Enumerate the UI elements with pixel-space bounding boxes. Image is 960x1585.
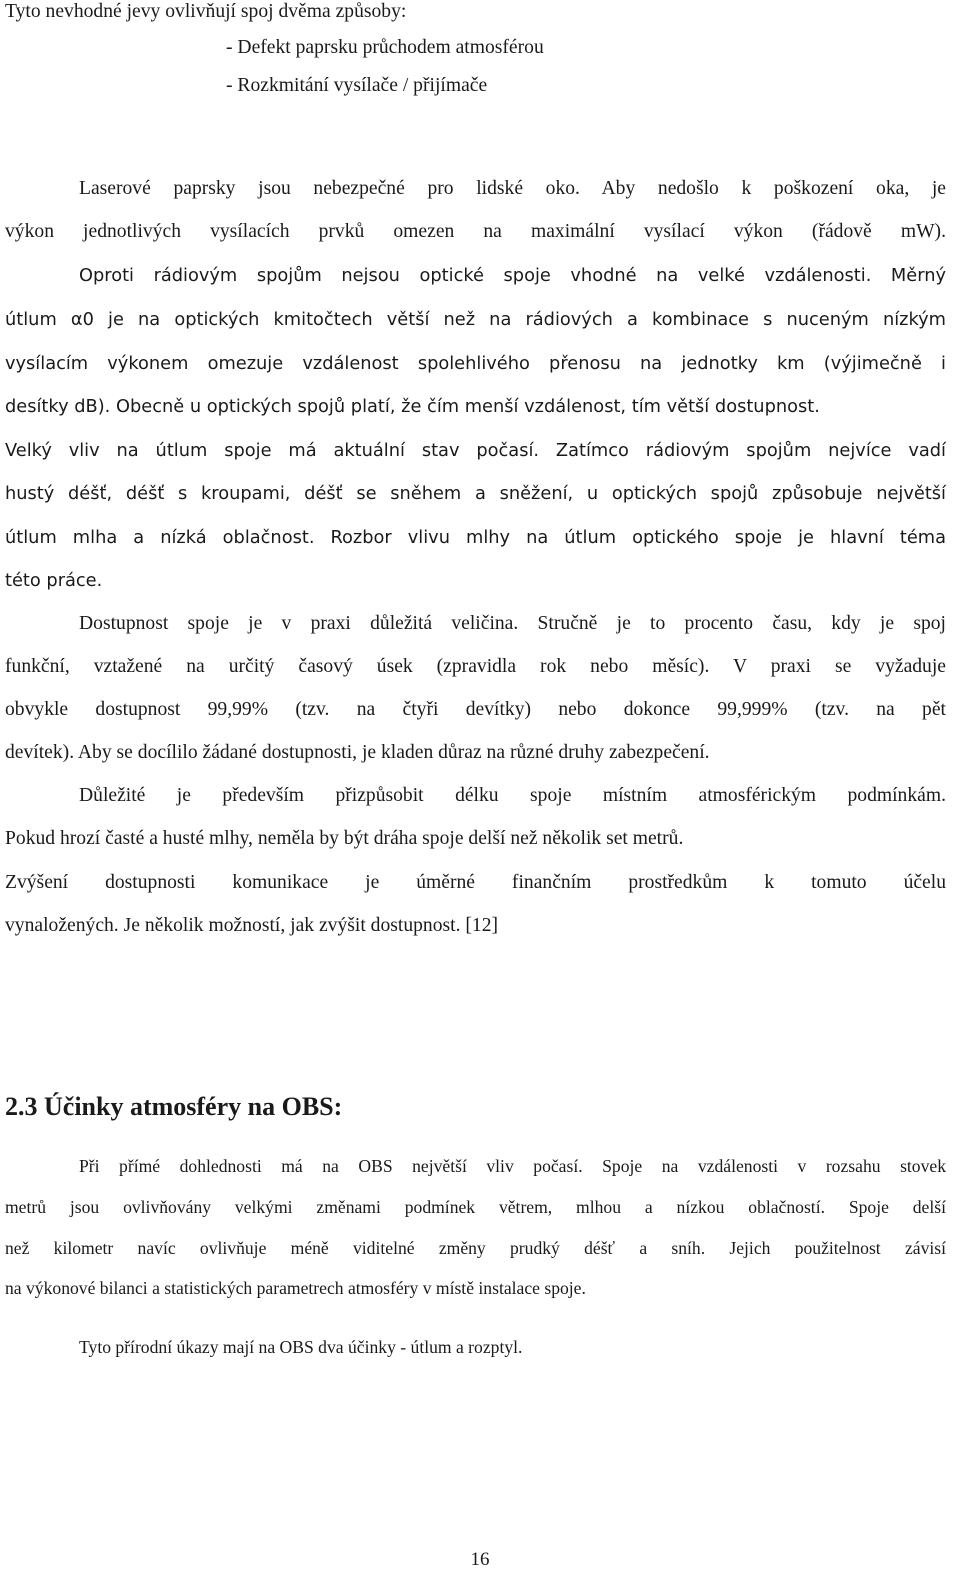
paragraph-line: Velký vliv na útlum spoje má aktuální stav počasí. Zatímco rádiovým spojům nejvíce vadí xyxy=(5,440,946,461)
paragraph-line: Laserové paprsky jsou nebezpečné pro lidské oko. Aby nedošlo k poškození oka, je xyxy=(79,178,946,199)
paragraph-line: Dostupnost spoje je v praxi důležitá veličina. Stručně je to procento času, kdy je spoj xyxy=(79,613,946,634)
paragraph-line: obvykle dostupnost 99,99% (tzv. na čtyři devítky) nebo dokonce 99,999% (tzv. na pět xyxy=(5,699,946,720)
paragraph-line: desítky dB). Obecně u optických spojů platí, že čím menší vzdálenost, tím větší dostupnost. xyxy=(5,396,820,417)
paragraph-line: Oproti rádiovým spojům nejsou optické spoje vhodné na velké vzdálenosti. Měrný xyxy=(79,265,946,286)
paragraph-line: funkční, vztažené na určitý časový úsek (zpravidla rok nebo měsíc). V praxi se vyžaduje xyxy=(5,656,946,677)
bullet-item: - Rozkmitání vysílače / přijímače xyxy=(226,75,488,96)
paragraph-line: výkon jednotlivých vysílacích prvků omezen na maximální vysílací výkon (řádově mW). xyxy=(5,221,946,242)
paragraph-line: této práce. xyxy=(5,570,103,591)
paragraph-line: metrů jsou ovlivňovány velkými změnami podmínek větrem, mlhou a nízkou oblačností. Spoje delší xyxy=(5,1197,946,1217)
intro-lead: Tyto nevhodné jevy ovlivňují spoj dvěma způsoby: xyxy=(5,1,407,22)
paragraph-line: devítek). Aby se docílilo žádané dostupnosti, je kladen důraz na různé druhy zabezpečení. xyxy=(5,742,710,763)
paragraph-line: hustý déšť, déšť s kroupami, déšť se sněhem a sněžení, u optických spojů způsobuje největší xyxy=(5,483,946,504)
paragraph-line: než kilometr navíc ovlivňuje méně viditelné změny prudký déšť a sníh. Jejich použitelnost závisí xyxy=(5,1238,946,1258)
paragraph-line: vysílacím výkonem omezuje vzdálenost spolehlivého přenosu na jednotky km (výjimečně i xyxy=(5,353,946,374)
paragraph-line: na výkonové bilanci a statistických parametrech atmosféry v místě instalace spoje. xyxy=(5,1278,586,1298)
paragraph-line: Při přímé dohlednosti má na OBS největší vliv počasí. Spoje na vzdálenosti v rozsahu stovek xyxy=(79,1156,946,1176)
section-heading: 2.3 Účinky atmosféry na OBS: xyxy=(5,1092,343,1121)
page-number: 16 xyxy=(470,1549,490,1570)
paragraph-line: útlum mlha a nízká oblačnost. Rozbor vlivu mlhy na útlum optického spoje je hlavní téma xyxy=(5,527,946,548)
paragraph-line: útlum α0 je na optických kmitočtech větší než na rádiových a kombinace s nuceným nízkým xyxy=(5,309,946,330)
bullet-item: - Defekt paprsku průchodem atmosférou xyxy=(226,37,544,58)
paragraph-line: vynaložených. Je několik možností, jak zvýšit dostupnost. [12] xyxy=(5,915,499,936)
paragraph-line: Zvýšení dostupnosti komunikace je úměrné finančním prostředkům k tomuto účelu xyxy=(5,872,946,893)
paragraph-line: Důležité je především přizpůsobit délku spoje místním atmosférickým podmínkám. xyxy=(79,785,946,806)
paragraph-line: Tyto přírodní úkazy mají na OBS dva účinky - útlum a rozptyl. xyxy=(79,1337,523,1357)
paragraph-line: Pokud hrozí časté a husté mlhy, neměla by být dráha spoje delší než několik set metrů. xyxy=(5,828,684,849)
